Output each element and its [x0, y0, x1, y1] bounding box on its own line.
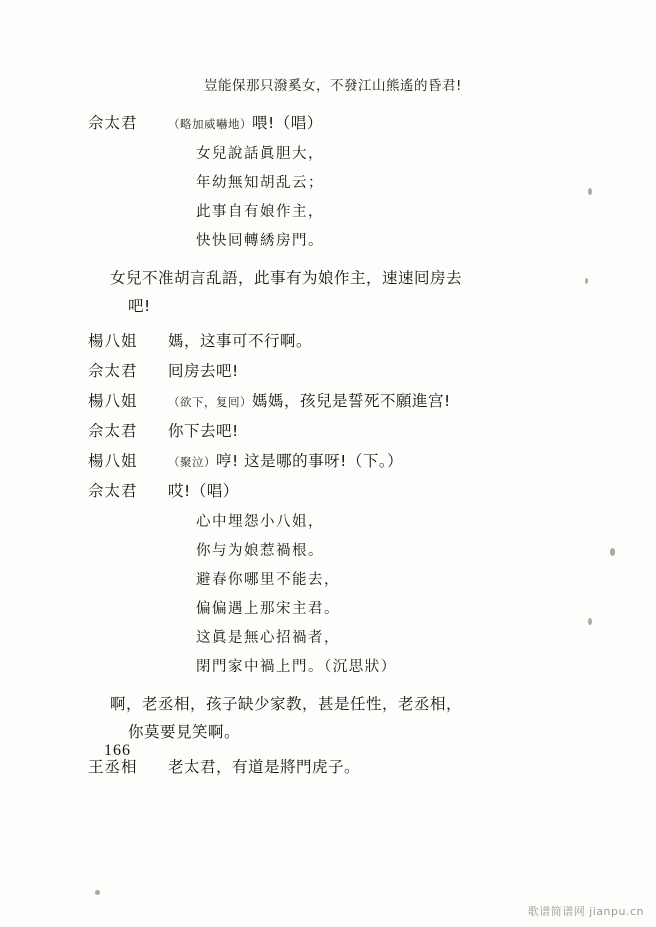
scan-speckle: [95, 890, 100, 895]
speech-body: 你下去吧!: [168, 422, 239, 440]
verse-line: 年幼無知胡乱云；: [196, 175, 324, 191]
verse-line: 你与为娘惹禍根。: [196, 543, 324, 559]
scan-speckle: [588, 618, 592, 625]
site-watermark: 歌谱简谱网 jianpu.cn: [527, 905, 644, 918]
verse-block-2: [196, 508, 558, 682]
speech-body: 哎!（唱）: [168, 482, 239, 500]
verse-line: 快快囘轉綉房門。: [196, 233, 324, 249]
script-line: [88, 110, 558, 138]
speech-text: [168, 478, 558, 506]
speech-body: 囘房去吧!: [168, 362, 239, 380]
speech-body: 媽媽，孩兒是誓死不願進宫!: [252, 392, 451, 410]
paragraph-1: [110, 264, 558, 320]
speaker-name: 佘太君: [88, 482, 138, 500]
verse-line: 心中埋怨小八姐，: [196, 514, 324, 530]
speech-text: [168, 448, 558, 476]
speaker-name: 楊八姐: [88, 392, 138, 410]
script-line: [88, 388, 558, 416]
speaker-name: 佘太君: [88, 114, 138, 132]
spacer: [88, 256, 558, 264]
paragraph-line: 啊，老丞相，孩子缺少家教，甚是任性，老丞相，: [110, 695, 463, 713]
scan-speckle: [588, 188, 592, 195]
scan-speckle: [585, 278, 588, 284]
paragraph-2: [110, 690, 558, 746]
paragraph-line: 吧!: [128, 297, 151, 315]
paragraph-line: 你莫要見笑啊。: [128, 723, 241, 741]
speech-text: [168, 328, 558, 356]
spacer: [88, 682, 558, 690]
stage-direction: （略加威嚇地）: [168, 117, 252, 131]
script-line: [88, 418, 558, 446]
speech-text: [168, 418, 558, 446]
verse-line: 这眞是無心招禍者，: [196, 630, 340, 646]
scan-speckle: [610, 548, 615, 556]
script-line: [88, 478, 558, 506]
verse-line: 偏偏遇上那宋主君。: [196, 601, 340, 617]
speaker-name: 王丞相: [88, 758, 138, 776]
page-content: [88, 74, 558, 783]
script-line: [88, 328, 558, 356]
verse-line: 此事自有娘作主，: [196, 204, 324, 220]
speech-body: 媽，这事可不行啊。: [168, 332, 313, 350]
verse-line: 女兒說話眞胆大，: [196, 146, 324, 162]
speech-text: 老太君，有道是將門虎子。: [168, 758, 361, 776]
script-line: [88, 448, 558, 476]
script-line: [88, 754, 558, 781]
verse-line: 閉門家中禍上門。（沉思狀）: [196, 659, 397, 675]
speech-text: [168, 388, 558, 416]
verse-line: 避春你哪里不能去，: [196, 572, 340, 588]
speaker-name: 楊八姐: [88, 332, 138, 350]
speaker-name: 佘太君: [88, 362, 138, 380]
stage-direction: （欲下，复囘）: [168, 395, 252, 409]
paragraph-line: 女兒不准胡言乱語，此事有为娘作主，速速囘房去: [110, 269, 463, 287]
speech-body: 哼! 这是哪的事呀!（下。）: [216, 452, 404, 470]
speaker-name: 佘太君: [88, 422, 138, 440]
speech-body: 喂!（唱）: [252, 114, 323, 132]
stage-direction: （聚泣）: [168, 455, 216, 469]
spacer: [88, 746, 558, 754]
page-number: 166: [104, 742, 131, 759]
verse-block-1: [196, 140, 558, 256]
continuation-line: 豈能保那只潑奚女，不發江山熊遙的昏君!: [204, 78, 462, 94]
script-line: [88, 358, 558, 386]
speech-text: [168, 110, 558, 138]
spacer: [88, 320, 558, 328]
speaker-name: 楊八姐: [88, 452, 138, 470]
speech-text: [168, 358, 558, 386]
